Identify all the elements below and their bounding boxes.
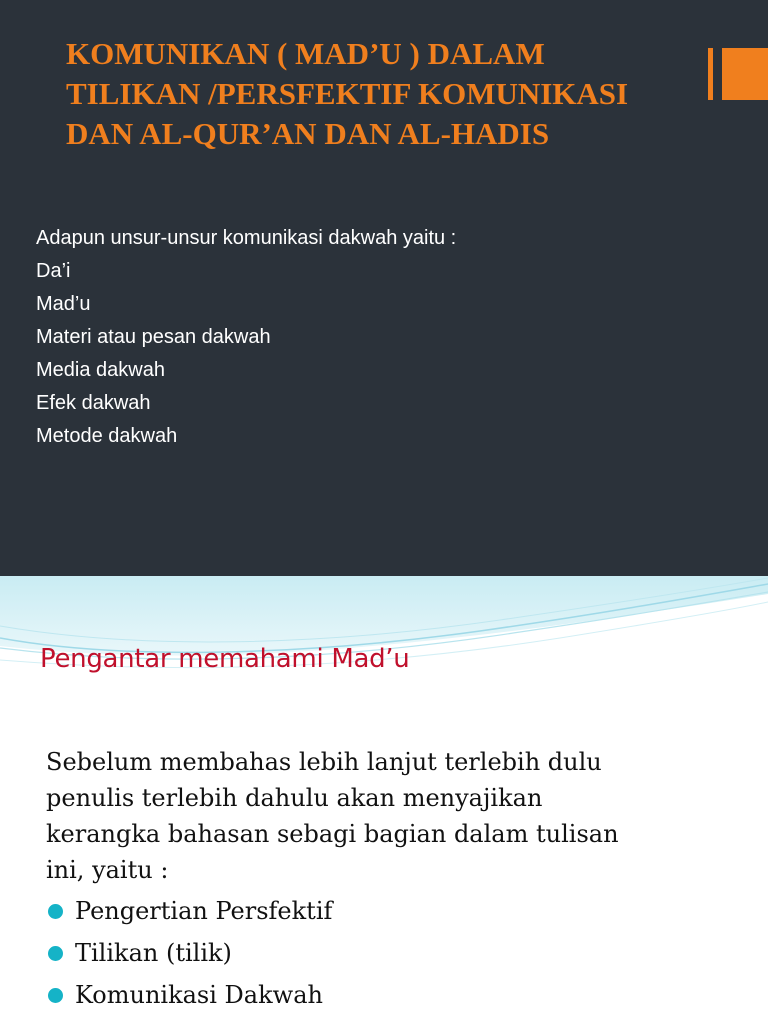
- paragraph-line: penulis terlebih dahulu akan menyajikan: [46, 784, 543, 812]
- body-line: Media dakwah: [36, 359, 165, 381]
- list-item-label: Komunikasi Dakwah: [75, 981, 323, 1009]
- body-line: Mad’u: [36, 293, 91, 315]
- list-item-label: Tilikan (tilik): [75, 939, 232, 967]
- bullet-dot-icon: [48, 904, 63, 919]
- body-line: Efek dakwah: [36, 392, 151, 414]
- title-line: TILIKAN /PERSFEKTIF KOMUNIKASI: [66, 76, 629, 111]
- body-line: Materi atau pesan dakwah: [36, 326, 271, 348]
- title-line: KOMUNIKAN ( MAD’U ) DALAM: [66, 36, 545, 71]
- list-item: [48, 932, 332, 974]
- paragraph-line: kerangka bahasan sebagi bagian dalam tulisan: [46, 820, 619, 848]
- slide-1-body: [36, 222, 456, 453]
- intro-paragraph: [46, 744, 746, 888]
- slide-1-title: [66, 34, 706, 154]
- paragraph-line: Sebelum membahas lebih lanjut terlebih dulu: [46, 748, 602, 776]
- accent-bar-thick: [722, 48, 768, 100]
- bullet-dot-icon: [48, 946, 63, 961]
- list-item: [48, 890, 332, 932]
- list-item: [48, 974, 332, 1016]
- slide-2: [0, 576, 768, 1024]
- slide-2-title: Pengantar memahami Mad’u: [40, 644, 410, 674]
- topic-list: [48, 890, 332, 1016]
- bullet-dot-icon: [48, 988, 63, 1003]
- body-line: Metode dakwah: [36, 425, 178, 447]
- title-line: DAN AL-QUR’AN DAN AL-HADIS: [66, 116, 550, 151]
- paragraph-line: ini, yaitu :: [46, 856, 169, 884]
- accent-bar-thin: [708, 48, 713, 100]
- body-line: Da’i: [36, 260, 71, 282]
- list-item-label: Pengertian Persfektif: [75, 897, 333, 925]
- body-line: Adapun unsur-unsur komunikasi dakwah yaitu :: [36, 227, 457, 249]
